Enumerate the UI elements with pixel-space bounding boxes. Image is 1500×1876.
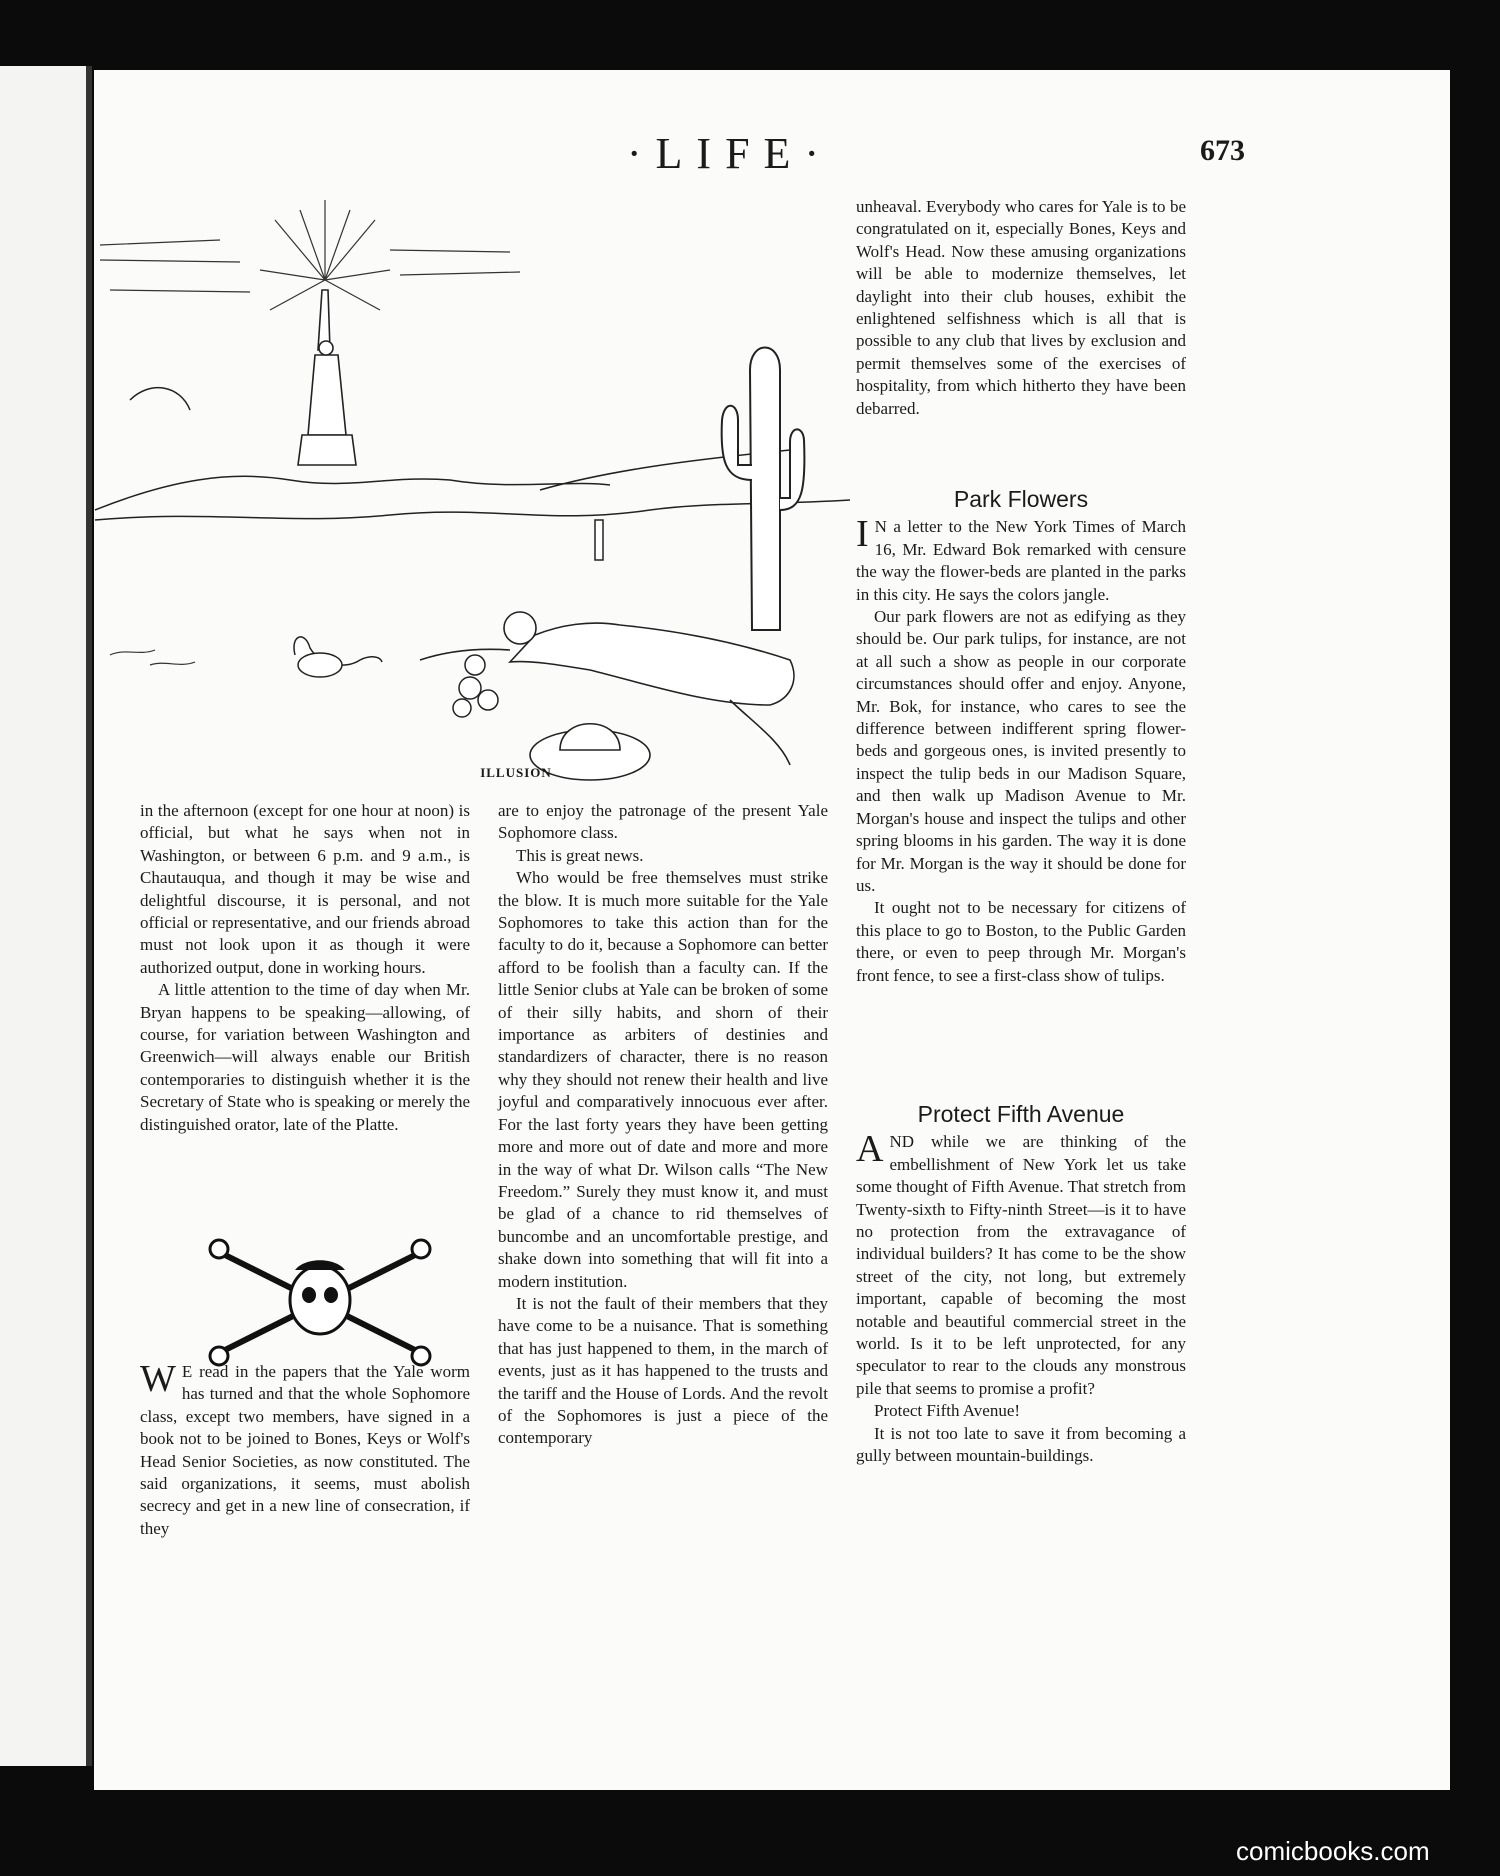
sun-rays [100,200,520,310]
fifth-avenue-article [856,1095,1186,1468]
masthead-title: ·LIFE· [626,129,834,178]
saguaro-cactus [722,348,805,631]
watermark: comicbooks.com [1236,1836,1430,1866]
cattle-skull [294,637,382,677]
paragraph: It is not the fault of their members that they have come to be a nuisance. That is something that has just happened to them, in the march of events, just as it has happened to the trusts and the tariff and the House of Lords. And the revolt of the Sophomores is just a piece of the contemporary [498,1293,828,1448]
paragraph: Protect Fifth Avenue! [874,1401,1021,1421]
column-b [498,800,828,1450]
paragraph [140,1358,470,1540]
column-c [856,196,1186,420]
paragraph: in the afternoon (except for one hour at noon) is official, but what he says when not in Washington, or between 6 p.m. and 9 a.m., is Chautauqua, and though it may be wise and delightful discourse, it is personal, and not official or representative, and our friends abroad must not look upon it as though it were authorized output, done in working hours. [140,801,470,977]
drop-cap: I [856,513,869,556]
paragraph: are to enjoy the patronage of the present Yale Sophomore class. [498,801,828,843]
illusion-illustration [90,180,940,820]
paragraph: It ought not to be necessary for citizens of this place to go to Boston, to the Public Garden there, or even to peep through Mr. Morgan's front fence, to see a first-class show of tulips. [856,898,1186,985]
artist-signature [110,650,195,665]
paragraph-text: ND while we are thinking of the embellishment of New York let us take some thought of Fifth Avenue. That stretch from Twenty-sixth to Fifty-ninth Street—is it to have no protection from the extravagance of individual builders? It has come to be the show street of the city, not long, but extremely important, capable of becoming the most notable and beautiful commercial street in the world. Is it to be left unprotected, for any speculator to rear to the clouds any monstrous pile that seems to promise a profit? [856,1132,1186,1398]
paragraph: unheaval. Everybody who cares for Yale is to be congratulated on it, especially Bones, Keys and Wolf's Head. Now these amusing organizations will be able to modernize themselves, let daylight into their club houses, exhibit the enlightened selfishness which is all that is possible to any club that lives by exclusion and permit themselves some of the exercises of hospitality, from which hitherto they have been debarred. [856,197,1186,418]
paragraph: A little attention to the time of day when Mr. Bryan happens to be speaking—allowing, of course, for variation between Washington and Greenwich—will always enable our British contemporaries to distinguish whether it is the Secretary of State who is speaking or merely the distinguished orator, late of the Platte. [140,980,470,1134]
column-a [140,800,470,1136]
paragraph [856,1128,1186,1400]
paragraph: This is great news. [516,845,644,865]
section-heading: Protect Fifth Avenue [917,1101,1125,1127]
paragraph-text: E read in the papers that the Yale worm has turned and that the whole Sophomore class, except two members, have signed in a book not to be joined to Bones, Keys or Wolf's Head Senior Societies, as now constituted. The said organizations, it seems, must abolish secrecy and get in a new line of consecration, if they [140,1362,470,1538]
paragraph [856,513,1186,606]
illustration-caption: ILLUSION [480,765,552,780]
statue-of-liberty [298,290,356,465]
paragraph: It is not too late to save it from becoming a gully between mountain-buildings. [856,1423,1186,1466]
drop-cap: A [856,1128,884,1171]
drop-cap: W [140,1358,176,1400]
skull-and-crossbones-icon [205,1235,435,1370]
yale-article-start [140,1358,470,1540]
park-flowers-article [856,480,1186,987]
previous-page-edge [0,66,89,1766]
page-number: 673 [1200,134,1245,167]
paragraph: Our park flowers are not as edifying as they should be. Our park tulips, for instance, are not at all such a show as people in our corporate circumstances should offer and enjoy. Anyone, Mr. Bok, for instance, who cares to see the difference between indifferent spring flower-beds and gorgeous ones, is invited presently to inspect the tulip beds in our Madison Square, and then walk up Madison Avenue to Mr. Morgan's house and inspect the tulips and other spring blooms in his garden. The way it is done for Mr. Morgan is the way it should be done for us. [856,607,1186,895]
paragraph: Who would be free themselves must strike the blow. It is much more suitable for the Yale Sophomores to take this action than for the faculty to do it, because a Sophomore can better afford to be foolish than a faculty can. If the little Senior clubs at Yale can be broken of some of their silly habits, and shorn of their importance as arbiters of destinies and standardizers of character, there is no reason why they should not renew their health and live joyful and comparatively innocuous ever after. For the last forty years they have been getting more and more out of date and more and more in the way of what Dr. Wilson calls “The New Freedom.” Surely they must know it, and must be glad of a chance to rid themselves of buncombe and an uncomfortable prestige, and shake down into something that will fit into a modern institution. [498,868,828,1291]
section-heading: Park Flowers [953,486,1089,512]
paragraph-text: N a letter to the New York Times of March 16, Mr. Edward Bok remarked with censure the way the flower-beds are planted in the parks in this city. He says the colors jangle. [856,517,1186,604]
